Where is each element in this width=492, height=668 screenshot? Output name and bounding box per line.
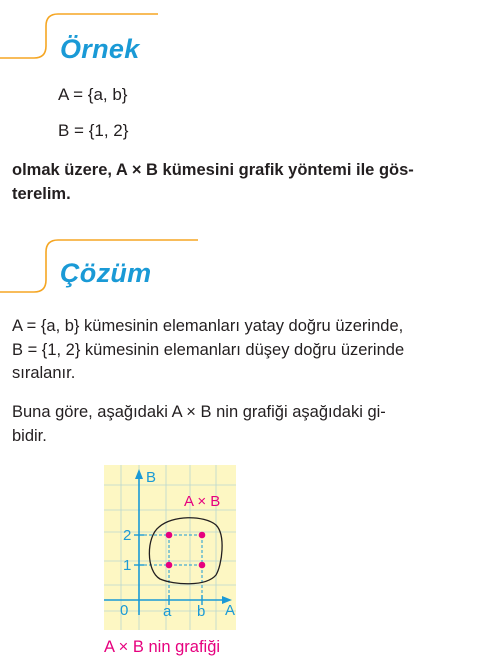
example-task-line-1: olmak üzere, A × B kümesini grafik yöntemi ile gös-: [12, 161, 414, 179]
example-title: Örnek: [60, 34, 140, 64]
solution-paragraph-1: [12, 315, 482, 386]
solution-paragraph-2: [12, 401, 482, 448]
x-axis-label: A: [225, 602, 236, 619]
point-b-1: [199, 562, 206, 569]
solution-para2-line-1: Buna göre, aşağıdaki A × B nin grafiği aşağıdaki gi-: [12, 403, 386, 421]
y-tick-label-2: 2: [123, 527, 132, 544]
graph-caption: A × B nin grafiği: [104, 638, 221, 656]
solution-para1-line-1: A = {a, b} kümesinin elemanları yatay doğru üzerinde,: [12, 317, 404, 335]
point-a-2: [166, 532, 173, 539]
solution-title: Çözüm: [60, 258, 152, 288]
x-tick-label-a: a: [163, 603, 172, 620]
y-tick-label-1: 1: [123, 557, 132, 574]
example-heading: [0, 12, 175, 70]
solution-heading: [0, 238, 175, 296]
example-task-line-2: terelim.: [12, 184, 71, 203]
y-axis-label: B: [146, 469, 157, 486]
example-task: [12, 159, 482, 206]
set-b-definition: B = {1, 2}: [58, 121, 129, 140]
origin-label: 0: [120, 602, 129, 619]
set-label: A × B: [184, 493, 221, 510]
cartesian-graph: [104, 465, 236, 630]
x-tick-label-b: b: [197, 603, 206, 620]
solution-para1-line-3: sıralanır.: [12, 364, 76, 382]
solution-para2-line-2: bidir.: [12, 426, 47, 445]
set-a-definition: A = {a, b}: [58, 85, 128, 104]
solution-para1-line-2: B = {1, 2} kümesinin elemanları düşey doğru üzerinde: [12, 340, 405, 359]
point-a-1: [166, 562, 173, 569]
point-b-2: [199, 532, 206, 539]
graph-svg: [104, 465, 236, 630]
